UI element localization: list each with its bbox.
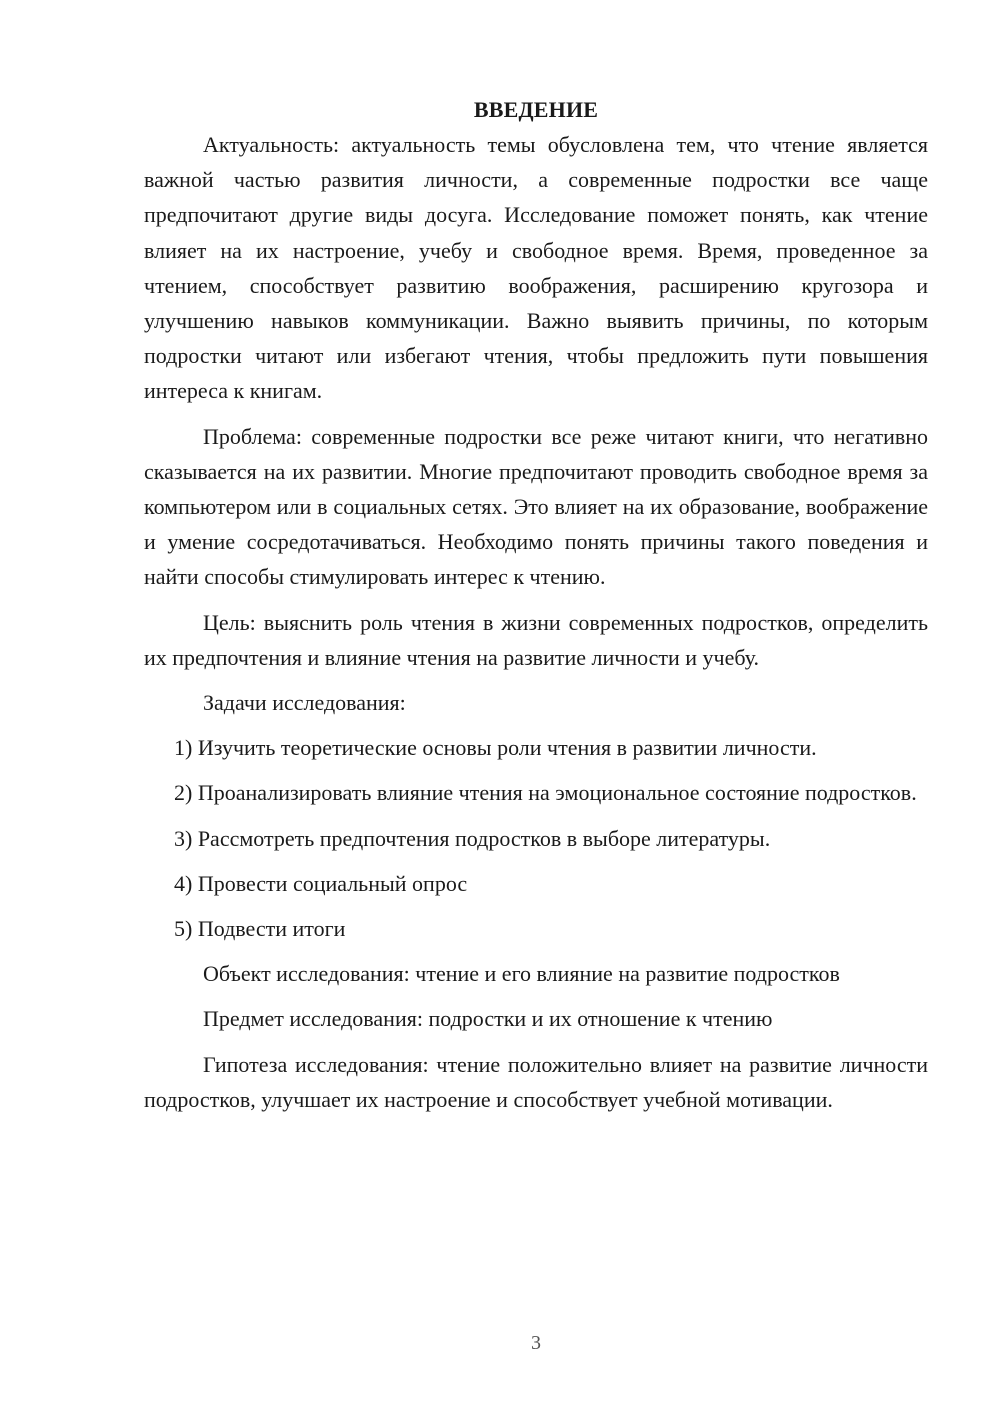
task-item-2: 2) Проанализировать влияние чтения на эмоциональное состояние подростков. — [174, 780, 917, 806]
task-item-3: 3) Рассмотреть предпочтения подростков в выборе литературы. — [174, 825, 771, 851]
tasks-heading: Задачи исследования: — [203, 690, 406, 716]
task-item-5: 5) Подвести итоги — [174, 916, 346, 942]
research-object: Объект исследования: чтение и его влияние на развитие подростков — [203, 961, 840, 987]
page-title: ВВЕДЕНИЕ — [473, 97, 599, 122]
paragraph-relevance: Актуальность: актуальность темы обусловлена тем, что чтение является важной частью развития личности, а современные подростки все чаще предпочитают другие виды досуга. Исследование поможет понять, как чтение влияет на их настроение, учебу и свободное время. Время, проведенное за чтением, способствует развитию воображения, расширению кругозора и улучшению навыков коммуникации. Важно выявить причины, по которым подростки читают или избегают чтения, чтобы предложить пути повышения интереса к книгам. — [144, 132, 928, 404]
paragraph-hypothesis: Гипотеза исследования: чтение положительно влияет на развитие личности подростков, улучшает их настроение и способствует учебной мотивации. — [144, 1051, 928, 1112]
document-page — [144, 92, 928, 1127]
task-item-4: 4) Провести социальный опрос — [174, 870, 468, 896]
research-subject: Предмет исследования: подростки и их отношение к чтению — [203, 1006, 773, 1032]
task-item-1: 1) Изучить теоретические основы роли чтения в развитии личности. — [174, 735, 817, 761]
paragraph-goal: Цель: выяснить роль чтения в жизни современных подростков, определить их предпочтения и влияние чтения на развитие личности и учебу. — [144, 609, 928, 670]
page-number: 3 — [531, 1332, 541, 1354]
paragraph-problem: Проблема: современные подростки все реже читают книги, что негативно сказывается на их развитии. Многие предпочитают проводить свободное время за компьютером или в социальных сетях. Это влияет на их образование, воображение и умение сосредотачиваться. Необходимо понять причины такого поведения и найти способы стимулировать интерес к чтению. — [144, 423, 928, 590]
